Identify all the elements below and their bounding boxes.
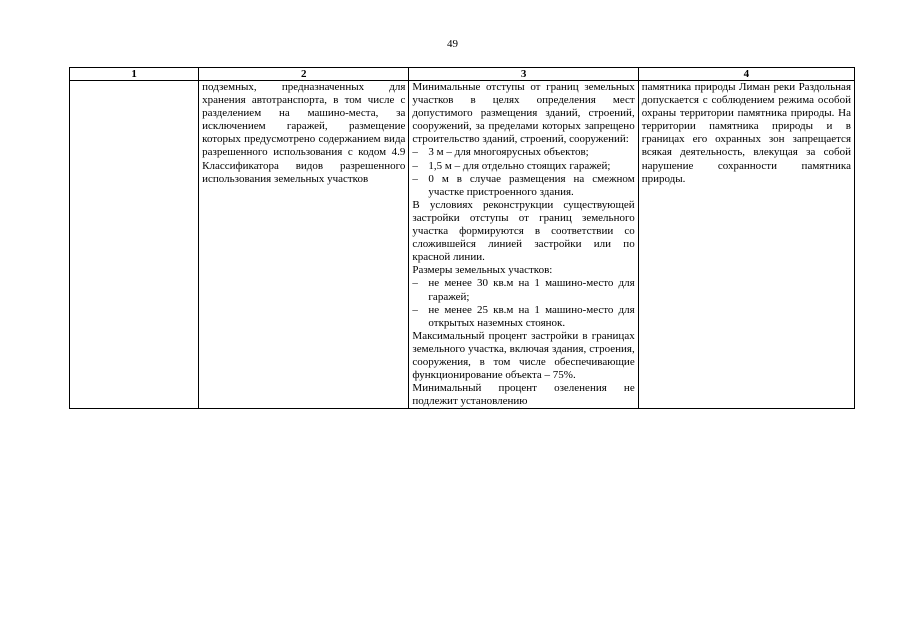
column-header-3: 3	[409, 68, 638, 81]
permitted-use-text: подземных, предназначенных для хранения автотранспорта, в том числе с разделением на машино-места, за исключением гаражей, размещение которых предусмотрено содержанием вида разрешенного использования с кодом 4.9 Классификатора видов разрешенного использования земельных участков	[202, 81, 406, 185]
list-item: – 1,5 м – для отдельно стоящих гаражей;	[412, 160, 634, 173]
column-header-1: 1	[70, 68, 199, 81]
list-item: – 3 м – для многоярусных объектов;	[412, 146, 634, 159]
setback-item: 3 м – для многоярусных объектов;	[428, 146, 589, 159]
min-green-text: Минимальный процент озеленения не подлежит установлению	[412, 382, 635, 408]
size-item: не менее 25 кв.м на 1 машино-место для открытых наземных стоянок.	[428, 303, 635, 329]
sizes-title: Размеры земельных участков:	[412, 264, 553, 277]
regulations-table	[69, 67, 855, 409]
list-item: – не менее 30 кв.м на 1 машино-место для гаражей;	[412, 277, 635, 303]
cell-col-1	[70, 81, 199, 409]
max-percent-text: Максимальный процент застройки в границах земельного участка, включая здания, строения, сооружения, в том числе обеспечивающие функционирование объекта – 75%.	[412, 329, 635, 382]
cell-col-2	[199, 81, 409, 409]
cell-col-3	[409, 81, 638, 409]
setback-item: 1,5 м – для отдельно стоящих гаражей;	[428, 159, 611, 172]
table-row	[70, 81, 855, 409]
column-header-4: 4	[638, 68, 854, 81]
setback-item: 0 м в случае размещения на смежном участке пристроенного здания.	[428, 172, 635, 198]
cell-col-4	[638, 81, 854, 409]
list-item: – не менее 25 кв.м на 1 машино-место для открытых наземных стоянок.	[412, 303, 635, 329]
page-number: 49	[447, 38, 458, 50]
size-item: не менее 30 кв.м на 1 машино-место для гаражей;	[428, 277, 635, 303]
reconstruction-text: В условиях реконструкции существующей застройки отступы от границ земельного участка формируются в соответствии со сложившейся линией застройки или по красной линии.	[412, 198, 635, 264]
list-item: – 0 м в случае размещения на смежном участке пристроенного здания.	[412, 172, 635, 198]
table-header-row	[70, 68, 855, 81]
column-header-2: 2	[199, 68, 409, 81]
setbacks-intro: Минимальные отступы от границ земельных участков в целях определения мест допустимого размещения зданий, строений, сооружений, за пределами которых запрещено строительство зданий, строений, сооружений:	[412, 81, 635, 146]
nature-monument-text: памятника природы Лиман реки Раздольная допускается с соблюдением режима особой охраны территории памятника природы. На территории памятника природы и в границах его охранных зон запрещается всякая деятельность, влекущая за собой нарушение сохранности памятника природы.	[641, 81, 851, 185]
